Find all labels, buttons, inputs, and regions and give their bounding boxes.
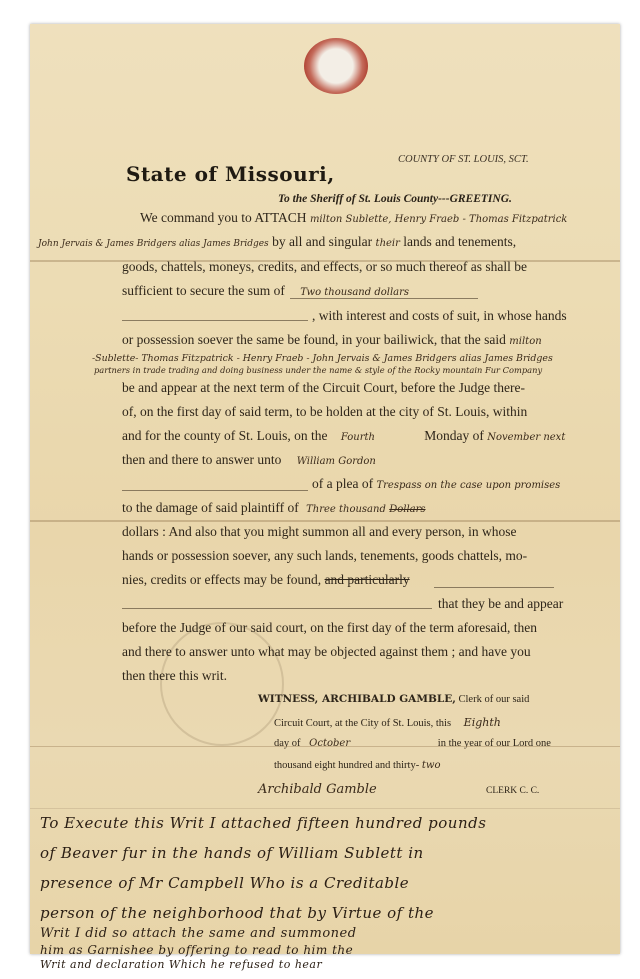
writ-line-17: [122, 572, 410, 588]
embossed-court-seal: [160, 622, 284, 746]
plaintiff-handwritten: William Gordon: [296, 456, 376, 467]
attest-line-4: [274, 760, 440, 771]
handwritten-fill: milton: [509, 336, 542, 347]
wax-seal-remnant: [304, 38, 368, 94]
defendants-handwritten: milton Sublette, Henry Fraeb - Thomas Fitzpatrick: [309, 214, 568, 225]
return-line: Writ and declaration Which he refused to hear: [40, 958, 323, 971]
handwritten-fill: their: [375, 238, 400, 249]
attest-text: in the year of our Lord one: [437, 738, 551, 749]
fill-line: [122, 608, 432, 609]
damages-handwritten: Three thousand: [306, 504, 386, 515]
writ-line-18: that they be and appear: [438, 596, 564, 611]
writ-line-12: [122, 452, 376, 468]
return-line: presence of Mr Campbell Who is a Creditable: [40, 874, 410, 892]
return-line: person of the neighborhood that by Virtue of the: [40, 904, 435, 922]
attest-text: Clerk of our said: [458, 694, 530, 705]
fill-line: [434, 587, 554, 588]
clerk-signature: Archibald Gamble: [258, 782, 377, 797]
writ-line-16: hands or possession soever, any such lands, tenements, goods chattels, mo-: [122, 548, 528, 563]
fill-line: [290, 298, 478, 299]
date-day-handwritten: Eighth: [463, 716, 501, 729]
writ-text: Monday of: [424, 428, 484, 443]
greeting: To the Sheriff of St. Louis County---GREETING.: [278, 193, 512, 205]
writ-line-19: before the Judge of our said court, on the first day of the term aforesaid, then: [122, 620, 537, 635]
sum-handwritten: Two thousand dollars: [300, 287, 410, 298]
writ-line-11: [122, 428, 565, 444]
writ-text: sufficient to secure the sum of: [122, 283, 285, 298]
writ-line-15: dollars : And also that you might summon all and every person, in whose: [122, 524, 517, 539]
fold-line: [30, 520, 620, 522]
writ-line-14: [122, 500, 426, 516]
struck-word: Dollars: [389, 504, 426, 515]
writ-text: lands and tenements,: [403, 234, 517, 249]
writ-text: or possession soever the same be found, in your bailiwick, that the said: [122, 332, 506, 347]
attest-text: Circuit Court, at the City of St. Louis, this: [274, 718, 452, 729]
writ-text: to the damage of said plaintiff of: [122, 500, 299, 515]
attest-line-1: [258, 693, 529, 705]
writ-line-3: goods, chattels, moneys, credits, and effects, or so much thereof as shall be: [122, 259, 528, 274]
term-day-handwritten: Fourth: [340, 432, 375, 443]
writ-text: then and there to answer unto: [122, 452, 282, 467]
writ-line-1: [140, 210, 567, 226]
struck-word: and particularly: [324, 572, 410, 587]
return-line: To Execute this Writ I attached fifteen hundred pounds: [40, 814, 487, 832]
date-year-handwritten: two: [421, 760, 441, 771]
ruled-line: [30, 808, 620, 809]
writ-line-10: of, on the first day of said term, to be holden at the city of St. Louis, within: [122, 404, 528, 419]
writ-text: and for the county of St. Louis, on the: [122, 428, 328, 443]
writ-line-5: , with interest and costs of suit, in whose hands: [312, 308, 567, 323]
defendants-handwritten: John Jervais & James Bridgers alias James Bridges: [38, 239, 269, 249]
attest-text: day of: [274, 738, 301, 749]
plea-handwritten: Trespass on the case upon promises: [376, 480, 561, 491]
state-title: State of Missouri,: [126, 162, 335, 186]
return-line: of Beaver fur in the hands of William Sublett in: [40, 844, 424, 862]
writ-line-20: and there to answer unto what may be objected against them ; and have you: [122, 644, 531, 659]
writ-text: We command you to ATTACH: [140, 210, 307, 225]
return-line: him as Garnishee by offering to read to him the: [40, 943, 354, 957]
writ-line-4: [122, 283, 409, 299]
term-month-handwritten: November next: [487, 432, 566, 443]
writ-line-9: be and appear at the next term of the Circuit Court, before the Judge there-: [122, 380, 525, 395]
writ-line-13: [312, 476, 560, 492]
writ-line-6: [122, 332, 542, 348]
writ-text: of a plea of: [312, 476, 374, 491]
date-month-handwritten: October: [309, 738, 351, 749]
attest-line-3: [274, 738, 551, 749]
writ-line-8: partners in trade trading and doing business under the name & style of the Rocky mountain Fur Company: [94, 365, 543, 375]
fill-line: [122, 320, 308, 321]
clerk-title: CLERK C. C.: [486, 786, 540, 796]
writ-line-7: -Sublette- Thomas Fitzpatrick - Henry Fraeb - John Jervais & James Bridgers alias James Bridges: [92, 353, 553, 364]
writ-text: nies, credits or effects may be found,: [122, 572, 322, 587]
return-line: Writ I did so attach the same and summoned: [40, 926, 357, 941]
county-heading: COUNTY OF ST. LOUIS, SCT.: [398, 154, 529, 165]
witness-label: WITNESS, ARCHIBALD GAMBLE,: [258, 693, 456, 705]
fill-line: [122, 490, 308, 491]
attest-text: thousand eight hundred and thirty-: [274, 760, 420, 771]
writ-line-2: [38, 234, 516, 250]
writ-text: by all and singular: [272, 234, 373, 249]
writ-line-21: then there this writ.: [122, 668, 227, 683]
attest-line-2: [274, 716, 501, 729]
